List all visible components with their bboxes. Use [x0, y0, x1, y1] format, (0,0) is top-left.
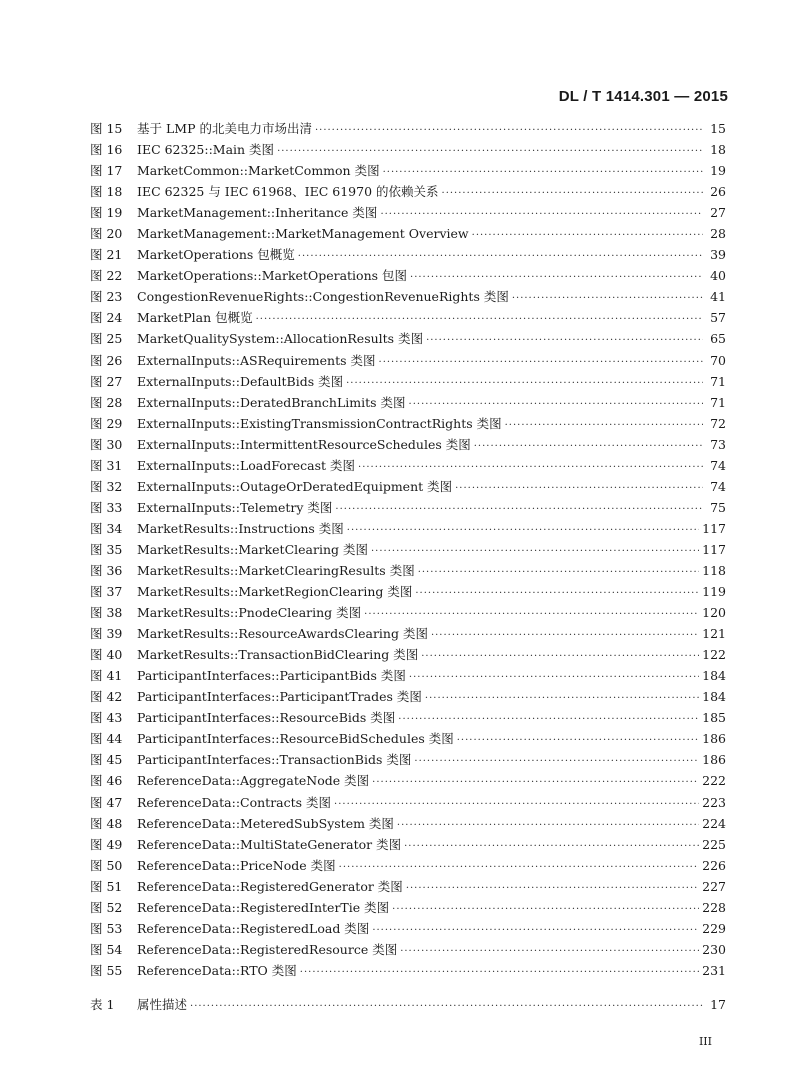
toc-entry-page: 184 — [702, 689, 726, 705]
toc-entry-title: ReferenceData::RegisteredInterTie 类图 — [137, 899, 390, 915]
toc-entry-figure[interactable] — [90, 897, 726, 918]
dot-leader — [400, 941, 699, 962]
toc-entry-label: 图 24 — [90, 310, 123, 326]
toc-entry-title: MarketResults::PnodeClearing 类图 — [137, 605, 362, 621]
toc-entry-figure[interactable] — [90, 476, 726, 497]
toc-entry-title: MarketOperations::MarketOperations 包图 — [137, 268, 408, 284]
toc-entry-title: MarketResults::Instructions 类图 — [137, 520, 344, 536]
toc-entry-label: 图 50 — [90, 857, 123, 873]
toc-entry-label: 图 49 — [90, 836, 123, 852]
toc-entry-label: 图 41 — [90, 668, 123, 684]
toc-entry-title: MarketCommon::MarketCommon 类图 — [137, 163, 380, 179]
dot-leader — [371, 541, 699, 562]
toc-entry-page: 74 — [710, 478, 726, 494]
toc-entry-label: 图 42 — [90, 689, 123, 705]
toc-entry-title: ReferenceData::RTO 类图 — [137, 962, 297, 978]
toc-entry-label: 图 46 — [90, 773, 123, 789]
document-code-header: DL / T 1414.301 — 2015 — [558, 88, 728, 105]
toc-entry-label: 图 52 — [90, 899, 123, 915]
toc-entry-figure[interactable] — [90, 223, 726, 244]
dot-leader — [409, 667, 699, 688]
toc-entry-page: 40 — [710, 268, 726, 284]
toc-entry-label: 图 20 — [90, 226, 123, 242]
toc-entry-title: ReferenceData::RegisteredLoad 类图 — [137, 920, 370, 936]
toc-entry-figure[interactable] — [90, 770, 726, 791]
toc-entry-title: MarketResults::ResourceAwardsClearing 类图 — [137, 626, 428, 642]
toc-entry-title: ParticipantInterfaces::ResourceBidSchedules 类图 — [137, 731, 454, 747]
toc-entry-label: 图 53 — [90, 920, 123, 936]
toc-entry-page: 222 — [702, 773, 726, 789]
toc-entry-figure[interactable] — [90, 665, 726, 686]
toc-entry-page: 121 — [702, 626, 726, 642]
dot-leader — [431, 625, 699, 646]
toc-entry-figure[interactable] — [90, 139, 726, 160]
toc-entry-label: 图 21 — [90, 247, 123, 263]
toc-entry-page: 229 — [702, 920, 726, 936]
toc-entry-label: 图 16 — [90, 142, 123, 158]
toc-entry-figure[interactable] — [90, 518, 726, 539]
dot-leader — [380, 204, 703, 225]
toc-entry-label: 图 37 — [90, 584, 123, 600]
toc-entry-page: 41 — [710, 289, 726, 305]
toc-entry-figure[interactable] — [90, 834, 726, 855]
table-list — [90, 994, 726, 1015]
toc-entry-figure[interactable] — [90, 497, 726, 518]
dot-leader — [298, 246, 703, 267]
toc-entry-figure[interactable] — [90, 623, 726, 644]
toc-entry-label: 图 40 — [90, 647, 123, 663]
dot-leader — [346, 373, 703, 394]
toc-entry-title: MarketManagement::Inheritance 类图 — [137, 205, 378, 221]
dot-leader — [474, 436, 703, 457]
dot-leader — [415, 583, 699, 604]
toc-entry-figure[interactable] — [90, 265, 726, 286]
toc-entry-page: 223 — [702, 794, 726, 810]
dot-leader — [512, 288, 703, 309]
toc-entry-title: ExternalInputs::ExistingTransmissionContractRights 类图 — [137, 415, 502, 431]
toc-entry-figure[interactable] — [90, 202, 726, 223]
toc-entry-table[interactable] — [90, 994, 726, 1015]
toc-entry-page: 117 — [702, 520, 726, 536]
toc-entry-title: ExternalInputs::Telemetry 类图 — [137, 499, 333, 515]
dot-leader — [383, 162, 703, 183]
dot-leader — [358, 457, 703, 478]
toc-entry-page: 72 — [710, 415, 726, 431]
toc-entry-page: 74 — [710, 457, 726, 473]
toc-entry-label: 图 23 — [90, 289, 123, 305]
toc-entry-label: 图 19 — [90, 205, 123, 221]
dot-leader — [397, 815, 699, 836]
toc-entry-page: 39 — [710, 247, 726, 263]
toc-entry-page: 117 — [702, 541, 726, 557]
toc-entry-label: 图 51 — [90, 878, 123, 894]
toc-entry-page: 185 — [702, 710, 726, 726]
toc-entry-label: 图 38 — [90, 605, 123, 621]
toc-entry-page: 28 — [710, 226, 726, 242]
toc-entry-title: IEC 62325::Main 类图 — [137, 142, 275, 158]
toc-entry-figure[interactable] — [90, 581, 726, 602]
dot-leader — [406, 878, 699, 899]
toc-entry-label: 图 17 — [90, 163, 123, 179]
toc-entry-page: 27 — [710, 205, 726, 221]
toc-entry-page: 75 — [710, 499, 726, 515]
dot-leader — [277, 141, 703, 162]
toc-entry-figure[interactable] — [90, 160, 726, 181]
toc-entry-figure[interactable] — [90, 244, 726, 265]
toc-entry-figure[interactable] — [90, 286, 726, 307]
dot-leader — [472, 225, 703, 246]
dot-leader — [315, 120, 703, 141]
toc-entry-page: 186 — [702, 731, 726, 747]
toc-entry-figure[interactable] — [90, 392, 726, 413]
toc-entry-figure[interactable] — [90, 855, 726, 876]
toc-entry-title: 基于 LMP 的北美电力市场出清 — [137, 121, 312, 136]
toc-entry-label: 图 36 — [90, 562, 123, 578]
dot-leader — [372, 920, 699, 941]
toc-entry-page: 119 — [702, 584, 726, 600]
toc-entry-title: ReferenceData::AggregateNode 类图 — [137, 773, 370, 789]
toc-entry-page: 184 — [702, 668, 726, 684]
toc-entry-page: 57 — [710, 310, 726, 326]
toc-entry-page: 230 — [702, 941, 726, 957]
toc-entry-figure[interactable] — [90, 307, 726, 328]
toc-entry-figure[interactable] — [90, 328, 726, 349]
toc-entry-label: 图 18 — [90, 184, 123, 200]
toc-entry-label: 图 33 — [90, 499, 123, 515]
toc-entry-page: 65 — [710, 331, 726, 347]
toc-entry-figure[interactable] — [90, 539, 726, 560]
toc-entry-title: MarketResults::MarketClearingResults 类图 — [137, 562, 415, 578]
toc-entry-figure[interactable] — [90, 181, 726, 202]
toc-entry-label: 图 26 — [90, 352, 123, 368]
toc-entry-figure[interactable] — [90, 560, 726, 581]
dot-leader — [421, 646, 699, 667]
dot-leader — [414, 751, 699, 772]
dot-leader — [392, 899, 699, 920]
page-number: III — [698, 1035, 712, 1048]
toc-entry-page: 226 — [702, 857, 726, 873]
toc-entry-label: 图 27 — [90, 373, 123, 389]
toc-entry-title: ExternalInputs::DeratedBranchLimits 类图 — [137, 394, 406, 410]
toc-entry-title: ReferenceData::RegisteredGenerator 类图 — [137, 878, 403, 894]
toc-entry-label: 图 43 — [90, 710, 123, 726]
toc-entry-figure[interactable] — [90, 749, 726, 770]
toc-entry-figure[interactable] — [90, 602, 726, 623]
toc-entry-title: ExternalInputs::DefaultBids 类图 — [137, 373, 344, 389]
dot-leader — [455, 478, 703, 499]
dot-leader — [379, 352, 703, 373]
toc-entry-figure[interactable] — [90, 792, 726, 813]
toc-entry-title: IEC 62325 与 IEC 61968、IEC 61970 的依赖关系 — [137, 184, 439, 200]
table-of-contents — [90, 118, 726, 1015]
toc-entry-title: ReferenceData::MultiStateGenerator 类图 — [137, 836, 402, 852]
toc-entry-title: ParticipantInterfaces::ResourceBids 类图 — [137, 710, 396, 726]
toc-entry-title: ReferenceData::PriceNode 类图 — [137, 857, 336, 873]
toc-entry-page: 17 — [710, 996, 726, 1012]
toc-entry-page: 18 — [710, 142, 726, 158]
toc-entry-title: ReferenceData::MeteredSubSystem 类图 — [137, 815, 394, 831]
toc-entry-label: 图 44 — [90, 731, 123, 747]
toc-entry-label: 图 35 — [90, 541, 123, 557]
toc-entry-title: ParticipantInterfaces::ParticipantBids 类图 — [137, 668, 406, 684]
dot-leader — [410, 267, 703, 288]
toc-entry-label: 图 32 — [90, 478, 123, 494]
toc-entry-label: 图 31 — [90, 457, 123, 473]
toc-entry-figure[interactable] — [90, 686, 726, 707]
dot-leader — [404, 836, 699, 857]
dot-leader — [442, 183, 703, 204]
toc-entry-page: 71 — [710, 373, 726, 389]
toc-entry-label: 图 30 — [90, 436, 123, 452]
dot-leader — [335, 499, 703, 520]
dot-leader — [339, 857, 699, 878]
toc-entry-title: 属性描述 — [137, 996, 188, 1012]
toc-entry-title: MarketQualitySystem::AllocationResults 类图 — [137, 331, 424, 347]
toc-entry-figure[interactable] — [90, 728, 726, 749]
toc-entry-figure[interactable] — [90, 455, 726, 476]
toc-entry-figure[interactable] — [90, 413, 726, 434]
toc-entry-page: 120 — [702, 605, 726, 621]
dot-leader — [425, 688, 699, 709]
toc-entry-title: MarketResults::MarketClearing 类图 — [137, 541, 368, 557]
toc-entry-figure[interactable] — [90, 960, 726, 981]
toc-entry-title: MarketOperations 包概览 — [137, 247, 295, 263]
dot-leader — [334, 794, 699, 815]
dot-leader — [190, 996, 703, 1017]
dot-leader — [457, 730, 699, 751]
toc-entry-title: ReferenceData::RegisteredResource 类图 — [137, 941, 398, 957]
toc-entry-page: 231 — [702, 962, 726, 978]
toc-entry-label: 图 34 — [90, 520, 123, 536]
toc-entry-title: MarketManagement::MarketManagement Overview — [137, 226, 469, 242]
dot-leader — [364, 604, 699, 625]
toc-entry-figure[interactable] — [90, 644, 726, 665]
toc-entry-title: ReferenceData::Contracts 类图 — [137, 794, 332, 810]
toc-entry-label: 图 47 — [90, 794, 123, 810]
toc-entry-label: 图 22 — [90, 268, 123, 284]
toc-entry-label: 图 55 — [90, 962, 123, 978]
toc-entry-page: 71 — [710, 394, 726, 410]
toc-entry-label: 图 25 — [90, 331, 123, 347]
toc-entry-figure[interactable] — [90, 434, 726, 455]
toc-entry-page: 73 — [710, 436, 726, 452]
toc-entry-label: 图 29 — [90, 415, 123, 431]
dot-leader — [347, 520, 699, 541]
dot-leader — [426, 330, 703, 351]
toc-entry-figure[interactable] — [90, 813, 726, 834]
toc-entry-figure[interactable] — [90, 939, 726, 960]
toc-entry-figure[interactable] — [90, 371, 726, 392]
toc-entry-label: 图 15 — [90, 121, 123, 136]
toc-entry-title: ExternalInputs::OutageOrDeratedEquipment 类图 — [137, 478, 453, 494]
dot-leader — [256, 309, 703, 330]
toc-entry-title: MarketResults::MarketRegionClearing 类图 — [137, 584, 413, 600]
toc-entry-page: 224 — [702, 815, 726, 831]
toc-entry-figure[interactable] — [90, 918, 726, 939]
dot-leader — [505, 415, 703, 436]
toc-entry-figure[interactable] — [90, 350, 726, 371]
toc-entry-title: ParticipantInterfaces::ParticipantTrades 类图 — [137, 689, 422, 705]
toc-entry-page: 186 — [702, 752, 726, 768]
toc-entry-page: 26 — [710, 184, 726, 200]
toc-entry-page: 225 — [702, 836, 726, 852]
toc-entry-title: ParticipantInterfaces::TransactionBids 类图 — [137, 752, 412, 768]
dot-leader — [398, 709, 699, 730]
toc-entry-figure[interactable] — [90, 707, 726, 728]
toc-entry-label: 图 54 — [90, 941, 123, 957]
toc-entry-page: 227 — [702, 878, 726, 894]
toc-entry-title: ExternalInputs::ASRequirements 类图 — [137, 352, 376, 368]
toc-entry-title: MarketResults::TransactionBidClearing 类图 — [137, 647, 419, 663]
toc-entry-label: 表 1 — [90, 996, 115, 1012]
toc-entry-label: 图 45 — [90, 752, 123, 768]
toc-entry-label: 图 28 — [90, 394, 123, 410]
toc-entry-figure[interactable] — [90, 118, 726, 139]
figure-list — [90, 118, 726, 981]
toc-entry-label: 图 39 — [90, 626, 123, 642]
toc-entry-page: 70 — [710, 352, 726, 368]
toc-entry-title: ExternalInputs::LoadForecast 类图 — [137, 457, 356, 473]
toc-entry-page: 228 — [702, 899, 726, 915]
toc-entry-figure[interactable] — [90, 876, 726, 897]
dot-leader — [372, 772, 699, 793]
toc-entry-label: 图 48 — [90, 815, 123, 831]
toc-entry-page: 122 — [702, 647, 726, 663]
toc-entry-page: 118 — [702, 562, 726, 578]
dot-leader — [409, 394, 703, 415]
toc-entry-title: CongestionRevenueRights::CongestionRevenueRights 类图 — [137, 289, 509, 305]
toc-entry-title: ExternalInputs::IntermittentResourceSchedules 类图 — [137, 436, 471, 452]
toc-entry-page: 15 — [710, 121, 726, 136]
toc-entry-title: MarketPlan 包概览 — [137, 310, 253, 326]
toc-entry-page: 19 — [710, 163, 726, 179]
dot-leader — [418, 562, 699, 583]
dot-leader — [300, 962, 699, 983]
